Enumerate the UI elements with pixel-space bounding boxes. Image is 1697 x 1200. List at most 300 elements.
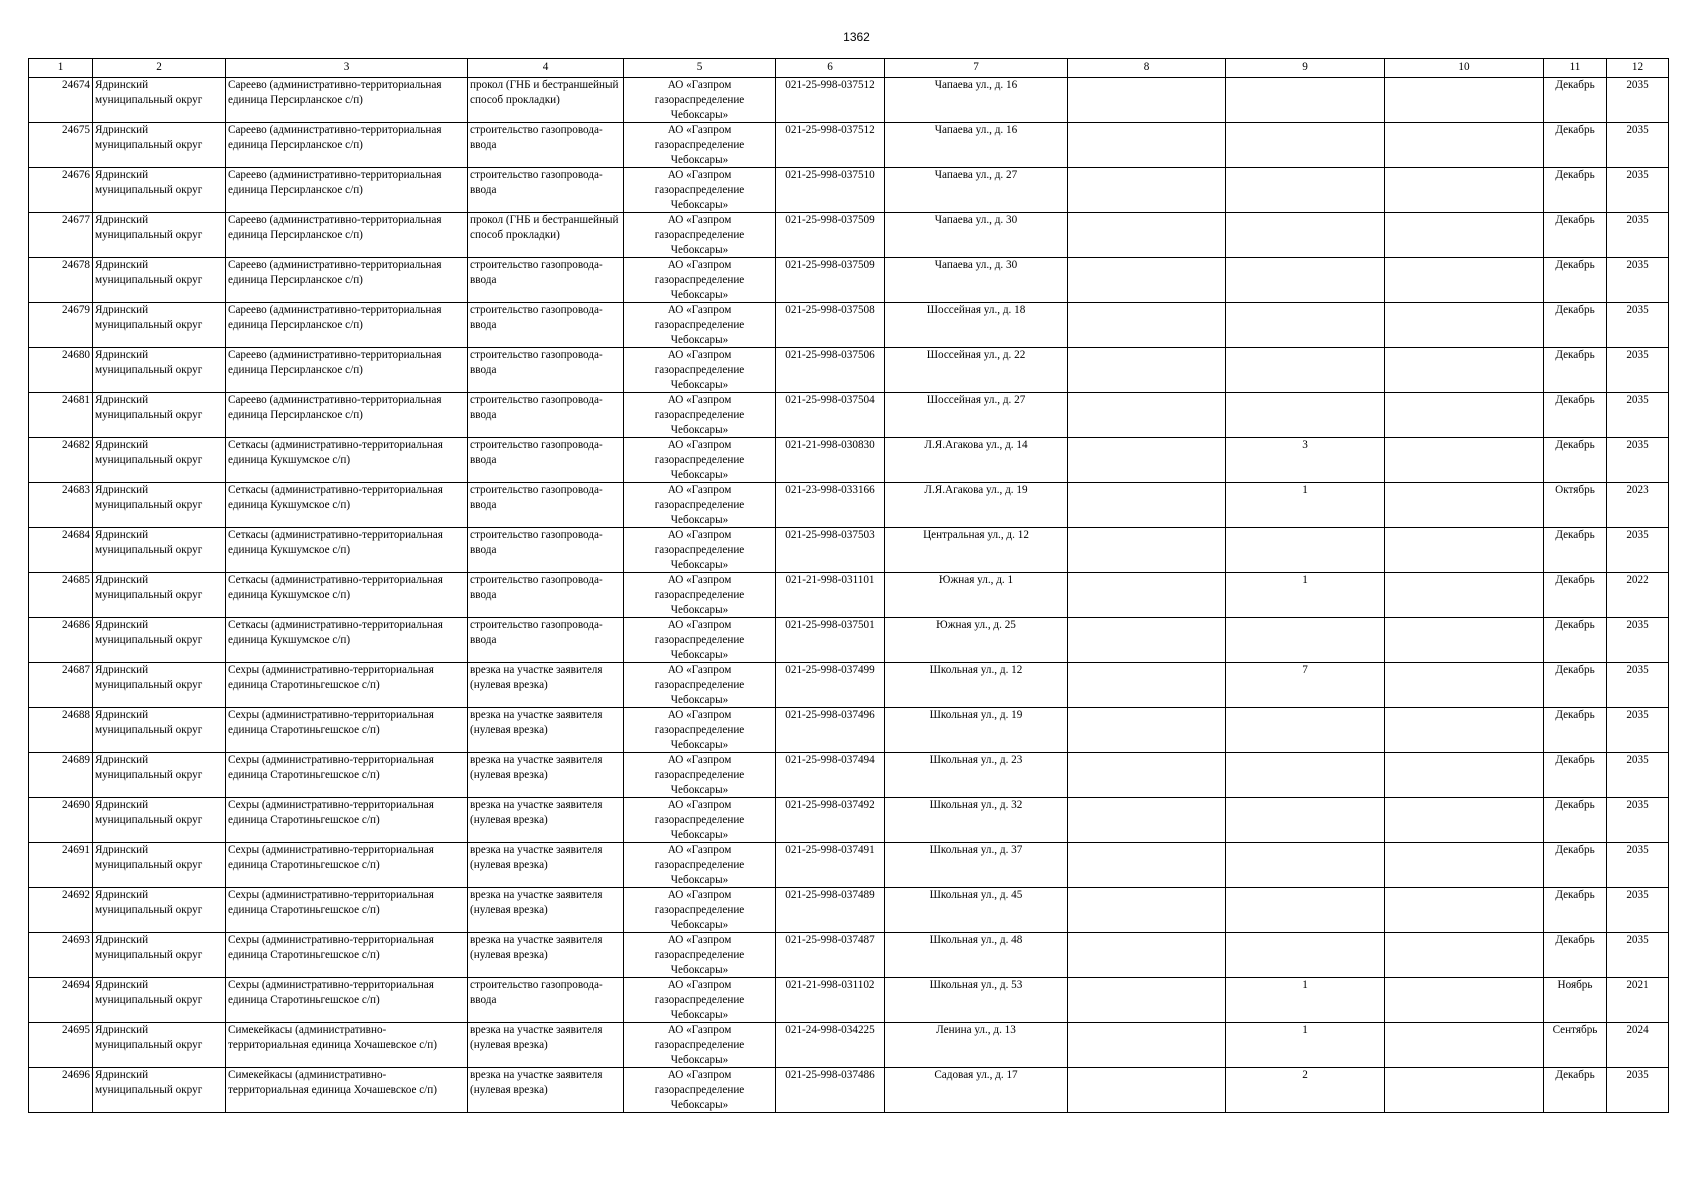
year-cell [1607,528,1669,573]
table-row [29,483,1669,528]
month-cell-text: Декабрь [1555,349,1595,361]
locality-cell [226,438,468,483]
column-10-cell [1385,303,1544,348]
object-code-cell-text: 021-25-998-037512 [785,79,875,91]
column-9-cell [1226,933,1385,978]
column-8-cell [1068,933,1226,978]
district-cell-text: Ядринский муниципальный округ [95,754,203,781]
locality-cell [226,1023,468,1068]
column-10-cell [1385,708,1544,753]
address-cell-text: Чапаева ул., д. 27 [934,169,1018,181]
month-cell-text: Декабрь [1555,529,1595,541]
row-number-cell [29,168,93,213]
month-cell [1544,573,1607,618]
row-number-cell [29,978,93,1023]
year-cell [1607,618,1669,663]
locality-cell-text: Сехры (административно-территориальная единица Старотиньгешское с/п) [228,844,434,871]
district-cell-text: Ядринский муниципальный округ [95,889,203,916]
table-row [29,168,1669,213]
object-code-cell-text: 021-25-998-037494 [785,754,875,766]
organization-cell-text: АО «Газпром газораспределение Чебоксары» [654,214,745,256]
district-cell-text: Ядринский муниципальный округ [95,394,203,421]
locality-cell-text: Сехры (административно-территориальная единица Старотиньгешское с/п) [228,664,434,691]
object-code-cell [776,123,885,168]
work-type-cell [468,933,624,978]
work-type-cell-text: строительство газопровода-ввода [470,259,603,286]
locality-cell-text: Сеткасы (административно-территориальная единица Кукшумское с/п) [228,574,443,601]
column-8-cell [1068,123,1226,168]
work-type-cell-text: врезка на участке заявителя (нулевая врезка) [470,664,603,691]
table-row [29,1068,1669,1113]
work-type-cell [468,78,624,123]
object-code-cell [776,303,885,348]
row-number-cell [29,708,93,753]
work-type-cell-text: строительство газопровода-ввода [470,349,603,376]
address-cell [885,708,1068,753]
table-row [29,843,1669,888]
locality-cell-text: Симекейкасы (административно-территориальная единица Хочашевское с/п) [228,1024,437,1051]
organization-cell-text: АО «Газпром газораспределение Чебоксары» [654,259,745,301]
row-number-cell [29,348,93,393]
row-number-cell-text: 24681 [62,394,90,406]
object-code-cell [776,618,885,663]
address-cell [885,213,1068,258]
address-cell [885,933,1068,978]
address-cell [885,528,1068,573]
district-cell-text: Ядринский муниципальный округ [95,529,203,556]
locality-cell [226,843,468,888]
column-10-cell [1385,1068,1544,1113]
column-8-cell [1068,303,1226,348]
column-8-cell [1068,618,1226,663]
month-cell [1544,978,1607,1023]
address-cell-text: Школьная ул., д. 48 [929,934,1023,946]
work-type-cell-text: строительство газопровода-ввода [470,124,603,151]
organization-cell [624,798,776,843]
locality-cell-text: Сареево (административно-территориальная единица Персирланское с/п) [228,79,442,106]
year-cell [1607,933,1669,978]
year-cell-text: 2035 [1626,214,1649,226]
row-number-cell-text: 24694 [62,979,90,991]
locality-cell [226,168,468,213]
locality-cell [226,888,468,933]
year-cell-text: 2035 [1626,844,1649,856]
locality-cell [226,213,468,258]
work-type-cell [468,438,624,483]
locality-cell [226,393,468,438]
header-row [29,59,1669,78]
work-type-cell-text: врезка на участке заявителя (нулевая врезка) [470,799,603,826]
organization-cell [624,978,776,1023]
year-cell [1607,708,1669,753]
row-number-cell [29,78,93,123]
object-code-cell [776,978,885,1023]
address-cell [885,978,1068,1023]
column-10-cell [1385,258,1544,303]
column-9-cell [1226,483,1385,528]
year-cell-text: 2035 [1626,799,1649,811]
district-cell-text: Ядринский муниципальный округ [95,934,203,961]
object-code-cell [776,933,885,978]
column-header: 10 [1385,59,1544,78]
object-code-cell-text: 021-25-998-037491 [785,844,875,856]
work-type-cell [468,123,624,168]
organization-cell-text: АО «Газпром газораспределение Чебоксары» [654,664,745,706]
work-type-cell-text: строительство газопровода-ввода [470,304,603,331]
month-cell [1544,123,1607,168]
month-cell [1544,933,1607,978]
address-cell [885,798,1068,843]
row-number-cell-text: 24689 [62,754,90,766]
column-8-cell [1068,213,1226,258]
locality-cell [226,483,468,528]
year-cell [1607,303,1669,348]
locality-cell-text: Симекейкасы (административно-территориальная единица Хочашевское с/п) [228,1069,437,1096]
column-header: 5 [624,59,776,78]
organization-cell-text: АО «Газпром газораспределение Чебоксары» [654,529,745,571]
row-number-cell [29,798,93,843]
district-cell-text: Ядринский муниципальный округ [95,439,203,466]
month-cell-text: Декабрь [1555,709,1595,721]
object-code-cell [776,663,885,708]
address-cell [885,888,1068,933]
row-number-cell-text: 24674 [62,79,90,91]
column-header: 2 [93,59,226,78]
district-cell [93,798,226,843]
column-8-cell [1068,753,1226,798]
page-number: 1362 [843,30,870,44]
address-cell-text: Шоссейная ул., д. 22 [926,349,1026,361]
row-number-cell [29,303,93,348]
locality-cell-text: Сеткасы (административно-территориальная единица Кукшумское с/п) [228,439,443,466]
row-number-cell-text: 24677 [62,214,90,226]
column-8-cell [1068,708,1226,753]
locality-cell [226,978,468,1023]
year-cell [1607,573,1669,618]
organization-cell-text: АО «Газпром газораспределение Чебоксары» [654,439,745,481]
work-type-cell [468,213,624,258]
object-code-cell-text: 021-25-998-037487 [785,934,875,946]
month-cell [1544,78,1607,123]
row-number-cell [29,888,93,933]
address-cell-text: Южная ул., д. 1 [938,574,1014,586]
column-8-cell [1068,573,1226,618]
year-cell-text: 2022 [1626,574,1649,586]
column-header: 1 [29,59,93,78]
column-header: 9 [1226,59,1385,78]
month-cell-text: Декабрь [1555,574,1595,586]
locality-cell-text: Сеткасы (административно-территориальная единица Кукшумское с/п) [228,484,443,511]
organization-cell-text: АО «Газпром газораспределение Чебоксары» [654,619,745,661]
work-type-cell [468,393,624,438]
row-number-cell [29,753,93,798]
column-10-cell [1385,168,1544,213]
column-10-cell [1385,528,1544,573]
column-10-cell [1385,123,1544,168]
work-type-cell [468,573,624,618]
column-8-cell [1068,978,1226,1023]
organization-cell [624,888,776,933]
organization-cell [624,573,776,618]
organization-cell [624,393,776,438]
address-cell [885,438,1068,483]
month-cell [1544,1023,1607,1068]
district-cell-text: Ядринский муниципальный округ [95,619,203,646]
organization-cell-text: АО «Газпром газораспределение Чебоксары» [654,304,745,346]
table-row [29,978,1669,1023]
locality-cell [226,528,468,573]
work-type-cell-text: врезка на участке заявителя (нулевая врезка) [470,754,603,781]
locality-cell-text: Сареево (административно-территориальная единица Персирланское с/п) [228,214,442,241]
organization-cell-text: АО «Газпром газораспределение Чебоксары» [654,1024,745,1066]
year-cell-text: 2035 [1626,709,1649,721]
month-cell-text: Декабрь [1555,259,1595,271]
organization-cell-text: АО «Газпром газораспределение Чебоксары» [654,709,745,751]
row-number-cell-text: 24695 [62,1024,90,1036]
district-cell-text: Ядринский муниципальный округ [95,664,203,691]
work-type-cell-text: строительство газопровода-ввода [470,394,603,421]
object-code-cell-text: 021-25-998-037486 [785,1069,875,1081]
year-cell [1607,348,1669,393]
register-table [28,58,1669,1113]
row-number-cell [29,1068,93,1113]
address-cell-text: Л.Я.Агакова ул., д. 19 [924,484,1028,496]
organization-cell-text: АО «Газпром газораспределение Чебоксары» [654,169,745,211]
month-cell [1544,1068,1607,1113]
organization-cell [624,1023,776,1068]
month-cell [1544,618,1607,663]
table-body [29,78,1669,1113]
work-type-cell-text: прокол (ГНБ и бестраншейный способ прокладки) [470,79,619,106]
locality-cell [226,78,468,123]
row-number-cell [29,1023,93,1068]
column-10-cell [1385,213,1544,258]
column-8-cell [1068,438,1226,483]
object-code-cell-text: 021-25-998-037496 [785,709,875,721]
column-9-cell [1226,663,1385,708]
column-10-cell [1385,843,1544,888]
table-row [29,798,1669,843]
column-9-cell [1226,1023,1385,1068]
district-cell [93,78,226,123]
locality-cell-text: Сехры (административно-территориальная единица Старотиньгешское с/п) [228,709,434,736]
month-cell [1544,393,1607,438]
column-9-cell [1226,168,1385,213]
work-type-cell [468,528,624,573]
organization-cell [624,708,776,753]
work-type-cell-text: строительство газопровода-ввода [470,979,603,1006]
column-8-cell [1068,663,1226,708]
address-cell [885,843,1068,888]
object-code-cell-text: 021-21-998-030830 [785,439,875,451]
row-number-cell [29,123,93,168]
object-code-cell [776,1023,885,1068]
organization-cell [624,123,776,168]
address-cell [885,618,1068,663]
address-cell-text: Чапаева ул., д. 30 [934,259,1018,271]
year-cell [1607,483,1669,528]
organization-cell [624,168,776,213]
year-cell-text: 2035 [1626,619,1649,631]
locality-cell-text: Сареево (административно-территориальная единица Персирланское с/п) [228,169,442,196]
object-code-cell [776,708,885,753]
locality-cell [226,753,468,798]
address-cell [885,123,1068,168]
district-cell-text: Ядринский муниципальный округ [95,574,203,601]
organization-cell [624,213,776,258]
address-cell-text: Л.Я.Агакова ул., д. 14 [924,439,1028,451]
month-cell-text: Декабрь [1555,799,1595,811]
district-cell-text: Ядринский муниципальный округ [95,844,203,871]
column-9-cell [1226,888,1385,933]
row-number-cell-text: 24678 [62,259,90,271]
address-cell [885,303,1068,348]
work-type-cell-text: врезка на участке заявителя (нулевая врезка) [470,709,603,736]
locality-cell-text: Сареево (административно-территориальная единица Персирланское с/п) [228,259,442,286]
object-code-cell [776,213,885,258]
work-type-cell-text: врезка на участке заявителя (нулевая врезка) [470,1069,603,1096]
column-9-cell-text: 3 [1302,439,1308,451]
locality-cell-text: Сехры (административно-территориальная единица Старотиньгешское с/п) [228,799,434,826]
year-cell-text: 2035 [1626,259,1649,271]
address-cell-text: Шоссейная ул., д. 27 [926,394,1026,406]
year-cell [1607,123,1669,168]
district-cell-text: Ядринский муниципальный округ [95,799,203,826]
district-cell [93,663,226,708]
column-9-cell [1226,258,1385,303]
work-type-cell-text: прокол (ГНБ и бестраншейный способ прокладки) [470,214,619,241]
locality-cell-text: Сеткасы (административно-территориальная единица Кукшумское с/п) [228,529,443,556]
district-cell [93,303,226,348]
row-number-cell-text: 24686 [62,619,90,631]
locality-cell [226,618,468,663]
object-code-cell [776,1068,885,1113]
column-10-cell [1385,798,1544,843]
address-cell [885,348,1068,393]
column-header: 4 [468,59,624,78]
organization-cell [624,438,776,483]
column-9-cell-text: 1 [1302,979,1308,991]
work-type-cell [468,168,624,213]
organization-cell [624,843,776,888]
column-9-cell [1226,438,1385,483]
organization-cell [624,258,776,303]
district-cell-text: Ядринский муниципальный округ [95,979,203,1006]
object-code-cell [776,258,885,303]
year-cell-text: 2035 [1626,169,1649,181]
column-8-cell [1068,798,1226,843]
locality-cell-text: Сехры (административно-территориальная единица Старотиньгешское с/п) [228,934,434,961]
object-code-cell [776,573,885,618]
row-number-cell-text: 24685 [62,574,90,586]
organization-cell-text: АО «Газпром газораспределение Чебоксары» [654,79,745,121]
month-cell [1544,528,1607,573]
work-type-cell-text: строительство газопровода-ввода [470,619,603,646]
district-cell [93,348,226,393]
object-code-cell-text: 021-25-998-037506 [785,349,875,361]
table-row [29,573,1669,618]
column-10-cell [1385,753,1544,798]
row-number-cell [29,618,93,663]
column-8-cell [1068,78,1226,123]
year-cell [1607,663,1669,708]
work-type-cell-text: строительство газопровода-ввода [470,439,603,466]
column-10-cell [1385,933,1544,978]
district-cell [93,168,226,213]
year-cell [1607,798,1669,843]
object-code-cell [776,483,885,528]
row-number-cell-text: 24680 [62,349,90,361]
locality-cell [226,303,468,348]
locality-cell [226,1068,468,1113]
object-code-cell-text: 021-25-998-037509 [785,259,875,271]
object-code-cell-text: 021-24-998-034225 [785,1024,875,1036]
month-cell [1544,888,1607,933]
work-type-cell [468,258,624,303]
address-cell-text: Садовая ул., д. 17 [934,1069,1018,1081]
organization-cell-text: АО «Газпром газораспределение Чебоксары» [654,394,745,436]
month-cell-text: Декабрь [1555,439,1595,451]
column-8-cell [1068,1068,1226,1113]
column-header: 12 [1607,59,1669,78]
column-header: 6 [776,59,885,78]
year-cell [1607,888,1669,933]
district-cell [93,888,226,933]
month-cell [1544,303,1607,348]
column-9-cell [1226,1068,1385,1113]
month-cell [1544,753,1607,798]
row-number-cell [29,483,93,528]
column-9-cell [1226,528,1385,573]
locality-cell-text: Сареево (административно-территориальная единица Персирланское с/п) [228,304,442,331]
month-cell [1544,168,1607,213]
locality-cell-text: Сареево (административно-территориальная единица Персирланское с/п) [228,349,442,376]
month-cell-text: Декабрь [1555,124,1595,136]
work-type-cell [468,978,624,1023]
row-number-cell [29,393,93,438]
row-number-cell [29,213,93,258]
locality-cell-text: Сареево (административно-территориальная единица Персирланское с/п) [228,394,442,421]
district-cell [93,978,226,1023]
address-cell [885,573,1068,618]
column-9-cell-text: 1 [1302,1024,1308,1036]
organization-cell [624,528,776,573]
address-cell-text: Чапаева ул., д. 16 [934,124,1018,136]
column-8-cell [1068,1023,1226,1068]
month-cell [1544,663,1607,708]
month-cell [1544,438,1607,483]
object-code-cell-text: 021-21-998-031102 [785,979,875,991]
organization-cell-text: АО «Газпром газораспределение Чебоксары» [654,979,745,1021]
year-cell-text: 2035 [1626,754,1649,766]
work-type-cell-text: строительство газопровода-ввода [470,574,603,601]
address-cell-text: Ленина ул., д. 13 [936,1024,1016,1036]
year-cell [1607,438,1669,483]
address-cell-text: Школьная ул., д. 32 [929,799,1023,811]
work-type-cell-text: строительство газопровода-ввода [470,529,603,556]
month-cell [1544,348,1607,393]
district-cell [93,483,226,528]
object-code-cell-text: 021-25-998-037501 [785,619,875,631]
column-8-cell [1068,528,1226,573]
column-10-cell [1385,618,1544,663]
district-cell-text: Ядринский муниципальный округ [95,304,203,331]
row-number-cell [29,258,93,303]
address-cell-text: Школьная ул., д. 53 [929,979,1023,991]
object-code-cell-text: 021-25-998-037503 [785,529,875,541]
year-cell [1607,753,1669,798]
district-cell [93,123,226,168]
